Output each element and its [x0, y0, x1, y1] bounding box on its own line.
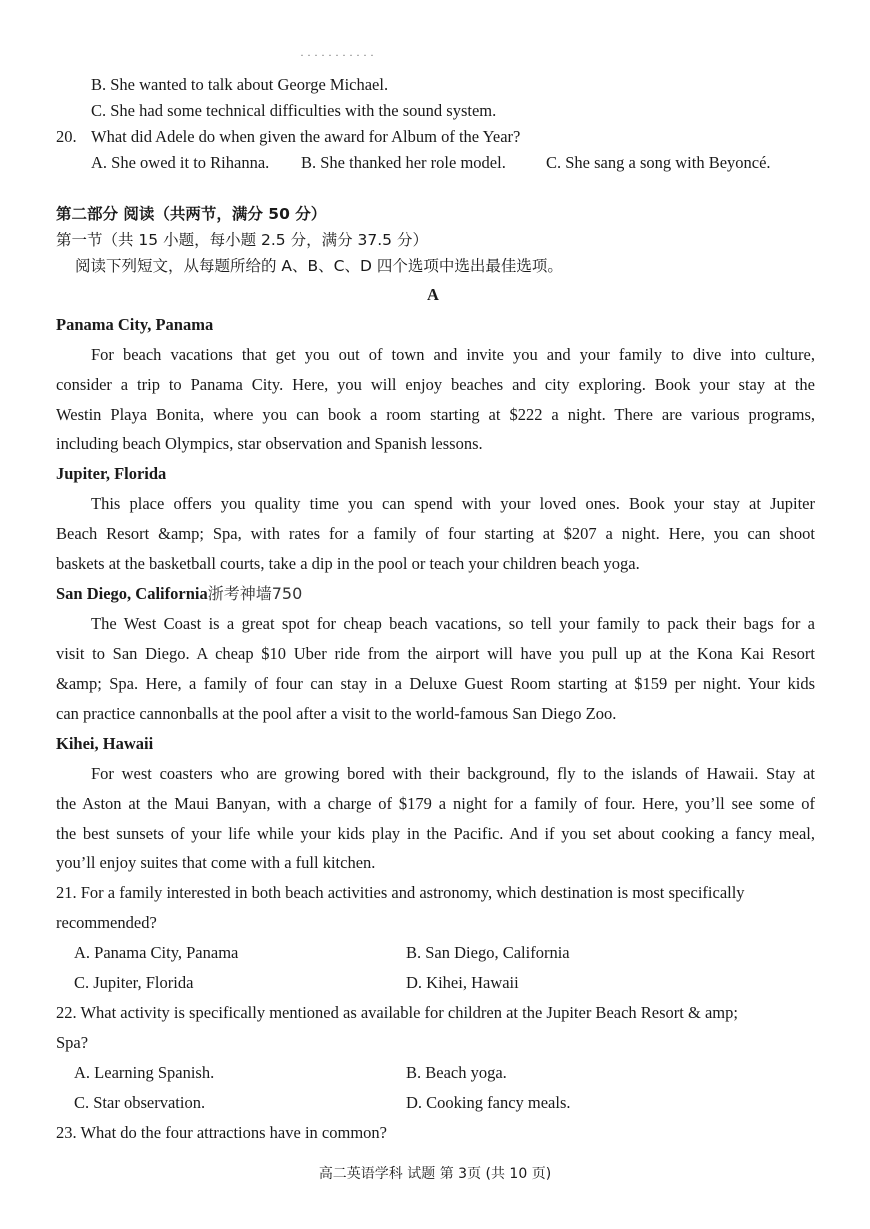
q21-stem-line-2: recommended? [56, 913, 157, 932]
panama-line-3: Westin Playa Bonita, where you can book a room starting at $222 a night. There are various programs, [56, 405, 815, 424]
q22-stem-line-2: Spa? [56, 1033, 89, 1052]
q20-option-a: A. She owed it to Rihanna. [91, 153, 270, 172]
kihei-line-4: you’ll enjoy suites that come with a full kitchen. [56, 853, 376, 872]
heading-san-diego-text: San Diego, California [56, 584, 208, 603]
q19-option-b: B. She wanted to talk about George Michael. [91, 75, 389, 94]
section-one-title: 第一节（共 15 小题，每小题 2.5 分，满分 37.5 分） [56, 231, 428, 249]
q20-number: 20. [56, 127, 77, 146]
reading-instruction: 阅读下列短文，从每题所给的 A、B、C、D 四个选项中选出最佳选项。 [75, 257, 563, 275]
jupiter-line-2: Beach Resort &amp; Spa, with rates for a family of four starting at $207 a night. Here, you can shoot [56, 524, 815, 543]
kihei-line-2: the Aston at the Maui Banyan, with a charge of $179 a night for a family of four. Here, you’ll see some of [56, 794, 815, 813]
q21-option-a: A. Panama City, Panama [74, 943, 239, 962]
q21-stem-line-1: 21. For a family interested in both beach activities and astronomy, which destination is most specifically [56, 883, 745, 902]
q22-option-b: B. Beach yoga. [406, 1063, 507, 1082]
q21-option-c: C. Jupiter, Florida [74, 973, 194, 992]
q21-option-b: B. San Diego, California [406, 943, 570, 962]
kihei-line-3: the best sunsets of your life while your kids play in the Pacific. And if you set about cooking a fancy meal, [56, 824, 815, 843]
cropped-top-text-fragment: · · · · · · · · · · · [300, 48, 374, 62]
q20-stem: What did Adele do when given the award for Album of the Year? [91, 127, 521, 146]
san-diego-line-3: &amp; Spa. Here, a family of four can stay in a Deluxe Guest Room starting at $159 per night. Your kids [56, 674, 815, 693]
q21-option-d: D. Kihei, Hawaii [406, 973, 519, 992]
san-diego-line-1: The West Coast is a great spot for cheap beach vacations, so tell your family to pack their bags for a [91, 614, 815, 633]
heading-jupiter: Jupiter, Florida [56, 464, 167, 483]
q22-option-a: A. Learning Spanish. [74, 1063, 215, 1082]
panama-line-4: including beach Olympics, star observation and Spanish lessons. [56, 434, 483, 453]
q20-option-c: C. She sang a song with Beyoncé. [546, 153, 771, 172]
heading-san-diego [56, 584, 302, 604]
q20-option-b: B. She thanked her role model. [301, 153, 506, 172]
q22-stem-line-1: 22. What activity is specifically mentioned as available for children at the Jupiter Beach Resort & amp; [56, 1003, 738, 1022]
page-footer: 高二英语学科 试题 第 3页 (共 10 页) [318, 1166, 552, 1182]
jupiter-line-3: baskets at the basketball courts, take a dip in the pool or teach your children beach yoga. [56, 554, 640, 573]
panama-line-1: For beach vacations that get you out of town and invite you and your family to dive into culture, [91, 345, 815, 364]
watermark-text: 浙考神墙750 [207, 584, 303, 603]
q22-option-d: D. Cooking fancy meals. [406, 1093, 571, 1112]
san-diego-line-4: can practice cannonballs at the pool after a visit to the world-famous San Diego Zoo. [56, 704, 617, 723]
panama-line-2: consider a trip to Panama City. Here, you will enjoy beaches and city exploring. Book your stay at the [56, 375, 815, 394]
heading-kihei: Kihei, Hawaii [56, 734, 154, 753]
jupiter-line-1: This place offers you quality time you can spend with your loved ones. Book your stay at Jupiter [91, 494, 815, 513]
san-diego-line-2: visit to San Diego. A cheap $10 Uber ride from the airport will have you pull up at the Kona Kai Resort [56, 644, 815, 663]
heading-panama: Panama City, Panama [56, 315, 214, 334]
kihei-line-1: For west coasters who are growing bored with their background, fly to the islands of Hawaii. Stay at [91, 764, 815, 783]
q23-stem: 23. What do the four attractions have in common? [56, 1123, 387, 1142]
passage-letter: A [427, 285, 439, 304]
q19-option-c: C. She had some technical difficulties with the sound system. [91, 101, 497, 120]
part-two-title: 第二部分 阅读（共两节，满分 50 分） [56, 205, 327, 223]
q22-option-c: C. Star observation. [74, 1093, 206, 1112]
